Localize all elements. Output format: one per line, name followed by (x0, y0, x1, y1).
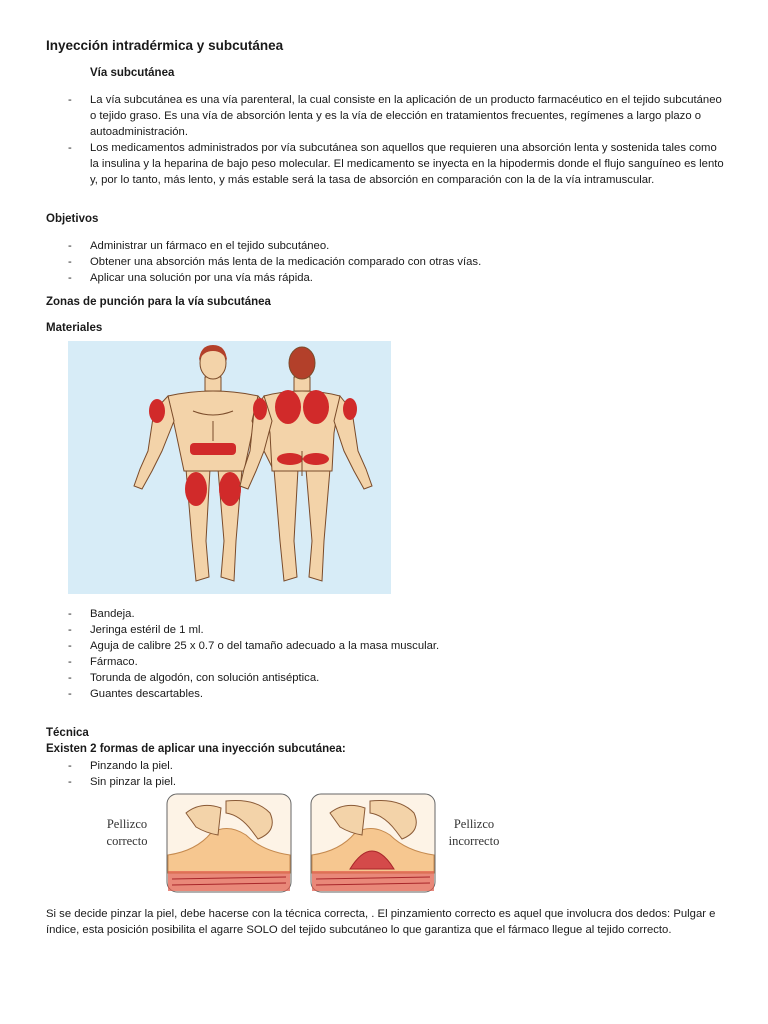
list-item: - Aplicar una solución por una vía más rápida. (46, 270, 726, 286)
section-subtitle: Vía subcutánea (90, 67, 175, 79)
objetivos-list (46, 238, 726, 286)
list-item: - Bandeja. (46, 606, 726, 622)
list-item: - Aguja de calibre 25 x 0.7 o del tamaño adecuado a la masa muscular. (46, 638, 726, 654)
document-title: Inyección intradérmica y subcutánea (46, 38, 284, 53)
correct-pinch-caption: Pellizco correcto (106, 817, 148, 848)
zonas-heading: Zonas de punción para la vía subcutánea (46, 296, 271, 308)
list-item: - Pinzando la piel. (46, 758, 726, 774)
incorrect-pinch-caption: Pellizco incorrecto (448, 817, 500, 848)
list-item: - Obtener una absorción más lenta de la medicación comparado con otras vías. (46, 254, 726, 270)
intro-bullet: - Los medicamentos administrados por vía subcutánea son aquellos que requieren una absorción lenta y sostenida tales como la insulina y la heparina de bajo peso molecular. El medicamento se inyecta en la hipodermis donde el flujo sanguíneo es lento y, por lo tanto, más lento, y más estable será la tasa de absorción en comparación con la de la vía intramuscular. (46, 140, 726, 188)
tecnica-subheading: Existen 2 formas de aplicar una inyección subcutánea: (46, 743, 346, 755)
tecnica-list (46, 758, 726, 790)
correct-pinch-illustration (166, 793, 292, 893)
incorrect-pinch-illustration (310, 793, 436, 893)
tecnica-heading: Técnica (46, 727, 89, 739)
intro-bullet: - La vía subcutánea es una vía parenteral, la cual consiste en la aplicación de un producto farmacéutico en el tejido subcutáneo o tejido graso. Es una vía de absorción lenta y es la vía de elección en tratamientos frecuentes, regímenes a largo plazo o autoadministración. (46, 92, 726, 140)
list-item: - Torunda de algodón, con solución antiséptica. (46, 670, 726, 686)
intro-list (46, 92, 726, 188)
injection-zones-figure (68, 341, 391, 594)
list-item: - Administrar un fármaco en el tejido subcutáneo. (46, 238, 726, 254)
list-item: - Jeringa estéril de 1 ml. (46, 622, 726, 638)
closing-paragraph: Si se decide pinzar la piel, debe hacerse con la técnica correcta, . El pinzamiento correcto es aquel que involucra dos dedos: Pulgar e índice, esta posición posibilita el agarre SOLO del tejido subcutáneo lo que garantiza que el fármaco llegue al tejido correcto. (46, 908, 716, 936)
list-item: - Fármaco. (46, 654, 726, 670)
list-item: - Guantes descartables. (46, 686, 726, 702)
materiales-heading: Materiales (46, 322, 103, 334)
objetivos-heading: Objetivos (46, 213, 99, 225)
list-item: - Sin pinzar la piel. (46, 774, 726, 790)
materiales-list (46, 606, 726, 702)
